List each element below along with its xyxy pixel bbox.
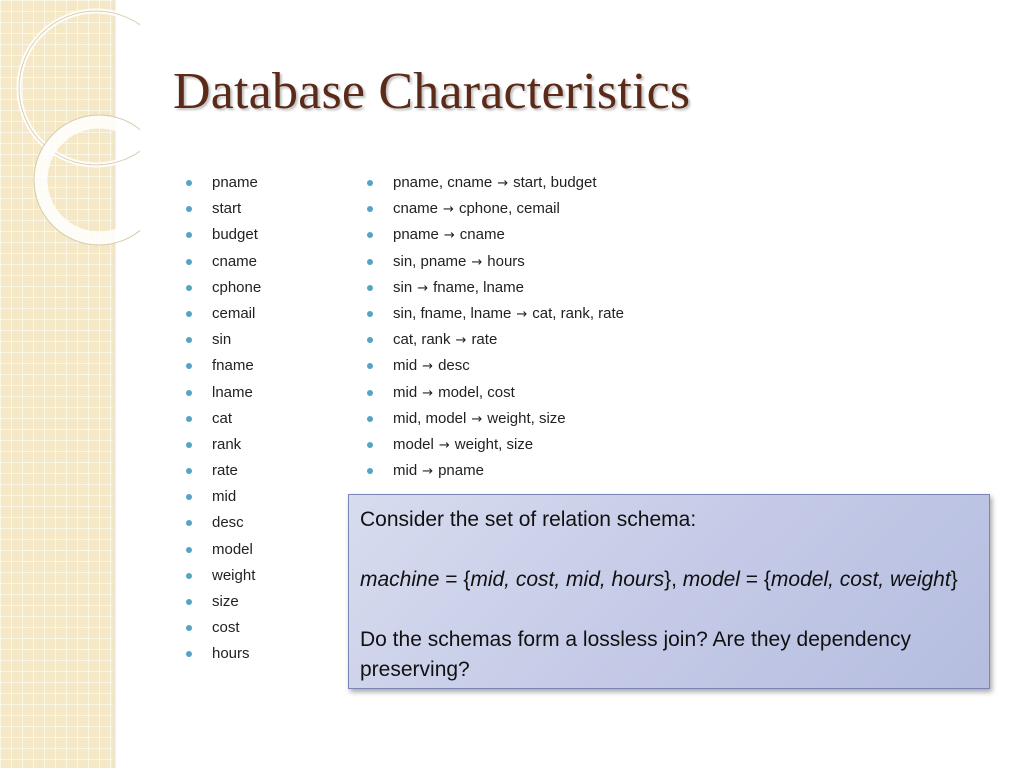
attribute-label: weight xyxy=(212,566,256,584)
right-arrow-icon: → xyxy=(422,464,434,480)
dependency-item xyxy=(365,301,624,327)
attribute-item xyxy=(184,249,261,275)
attribute-label: start xyxy=(212,200,242,218)
attribute-label: cname xyxy=(212,252,258,270)
dependency-item xyxy=(365,222,624,248)
attribute-item xyxy=(184,353,261,379)
bullet-icon xyxy=(367,468,373,474)
attribute-label: lname xyxy=(212,383,253,401)
bullet-icon xyxy=(186,416,192,422)
dependency-lhs: sin xyxy=(393,278,413,296)
attribute-item xyxy=(184,510,261,536)
dependency-lhs: sin, pname xyxy=(393,252,467,270)
dependency-item xyxy=(365,432,624,458)
dependency-rhs: hours xyxy=(487,252,525,270)
bullet-icon xyxy=(186,311,192,317)
schema-model-name: model xyxy=(682,568,740,591)
dependency-rhs: rate xyxy=(471,331,498,349)
dependency-lhs: cat, rank xyxy=(393,331,451,349)
attribute-item xyxy=(184,537,261,563)
dependency-item xyxy=(365,353,624,379)
attribute-label: sin xyxy=(212,331,232,349)
attribute-label: pname xyxy=(212,174,258,191)
attribute-label: rate xyxy=(212,462,238,480)
bullet-icon xyxy=(186,573,192,579)
bullet-icon xyxy=(367,232,373,238)
dependency-item xyxy=(365,249,624,275)
callout-question: Do the schemas form a lossless join? Are they dependency preserving? xyxy=(360,628,911,681)
schema-machine-attrs: mid, cost, mid, hours xyxy=(470,568,665,591)
attribute-item xyxy=(184,380,261,406)
bullet-icon xyxy=(186,520,192,526)
bullet-icon xyxy=(186,599,192,605)
dependency-rhs: weight, size xyxy=(487,409,566,427)
dependency-item xyxy=(365,380,624,406)
dependency-item xyxy=(365,196,624,222)
attribute-label: desc xyxy=(212,514,244,532)
attribute-label: mid xyxy=(212,488,237,506)
bullet-icon xyxy=(186,547,192,553)
dependency-lhs: pname xyxy=(393,226,439,244)
dependency-rhs: cname xyxy=(459,226,505,244)
bullet-icon xyxy=(367,416,373,422)
attribute-item xyxy=(184,301,261,327)
attribute-label: cat xyxy=(212,409,233,427)
attribute-label: fname xyxy=(212,357,254,375)
bullet-icon xyxy=(367,206,373,212)
dependency-item xyxy=(365,327,624,353)
bullet-icon xyxy=(186,337,192,343)
dependency-lhs: mid xyxy=(393,357,418,375)
dependency-lhs: pname, cname xyxy=(393,174,493,191)
dependency-rhs: model, cost xyxy=(438,383,515,401)
bullet-icon xyxy=(186,651,192,657)
dependency-list xyxy=(365,170,624,484)
bullet-icon xyxy=(186,259,192,265)
right-arrow-icon: → xyxy=(417,280,429,296)
attribute-item xyxy=(184,589,261,615)
dependency-rhs: desc xyxy=(438,357,470,375)
attribute-item xyxy=(184,563,261,589)
bullet-icon xyxy=(186,442,192,448)
bullet-icon xyxy=(367,442,373,448)
bullet-icon xyxy=(186,363,192,369)
dependency-item xyxy=(365,170,624,196)
attribute-label: cemail xyxy=(212,304,256,322)
dependency-lhs: mid xyxy=(393,383,418,401)
schema-line: machine = {mid, cost, mid, hours}, model = {model, cost, weight} xyxy=(360,568,958,591)
attribute-item xyxy=(184,432,261,458)
dependency-lhs: mid xyxy=(393,462,418,480)
dependency-item xyxy=(365,458,624,484)
attribute-label: rank xyxy=(212,435,242,453)
bullet-icon xyxy=(367,337,373,343)
dependency-rhs: cat, rank, rate xyxy=(532,304,625,322)
right-arrow-icon: → xyxy=(443,228,455,244)
decorative-rings xyxy=(0,0,140,260)
dependency-lhs: model xyxy=(393,435,434,453)
bullet-icon xyxy=(186,206,192,212)
right-arrow-icon: → xyxy=(455,333,467,349)
dependency-lhs: mid, model xyxy=(393,409,467,427)
bullet-icon xyxy=(186,625,192,631)
slide-title: Database Characteristics xyxy=(173,63,691,120)
attribute-list xyxy=(184,170,261,668)
attribute-label: budget xyxy=(212,226,258,244)
bullet-icon xyxy=(367,285,373,291)
dependency-item xyxy=(365,275,624,301)
attribute-item xyxy=(184,615,261,641)
schema-model-attrs: model, cost, weight xyxy=(770,568,951,591)
right-arrow-icon: → xyxy=(438,437,450,453)
attribute-label: hours xyxy=(212,645,250,663)
right-arrow-icon: → xyxy=(471,411,483,427)
bullet-icon xyxy=(367,259,373,265)
dependency-item xyxy=(365,406,624,432)
right-arrow-icon: → xyxy=(422,385,434,401)
bullet-icon xyxy=(367,180,373,186)
attribute-item xyxy=(184,327,261,353)
dependency-rhs: fname, lname xyxy=(433,278,524,296)
right-arrow-icon: → xyxy=(443,202,454,218)
callout-intro: Consider the set of relation schema: xyxy=(360,508,697,531)
bullet-icon xyxy=(186,494,192,500)
bullet-icon xyxy=(367,390,373,396)
attribute-label: cost xyxy=(212,619,240,637)
bullet-icon xyxy=(186,390,192,396)
bullet-icon xyxy=(186,180,192,186)
dependency-rhs: weight, size xyxy=(454,435,534,453)
attribute-item xyxy=(184,484,261,510)
attribute-item xyxy=(184,222,261,248)
right-arrow-icon: → xyxy=(471,254,483,270)
attribute-item xyxy=(184,458,261,484)
dependency-rhs: pname xyxy=(438,462,484,480)
right-arrow-icon: → xyxy=(516,306,528,322)
dependency-lhs: cname xyxy=(393,200,439,218)
attribute-item xyxy=(184,170,261,196)
right-arrow-icon: → xyxy=(497,176,509,191)
attribute-item xyxy=(184,196,261,222)
bullet-icon xyxy=(186,468,192,474)
bullet-icon xyxy=(367,311,373,317)
attribute-item xyxy=(184,406,261,432)
bullet-icon xyxy=(186,232,192,238)
schema-machine-name: machine xyxy=(360,568,440,591)
attribute-label: model xyxy=(212,540,253,558)
dependency-rhs: cphone, cemail xyxy=(458,200,560,218)
attribute-item xyxy=(184,641,261,667)
attribute-item xyxy=(184,275,261,301)
right-arrow-icon: → xyxy=(422,359,434,375)
bullet-icon xyxy=(186,285,192,291)
bullet-icon xyxy=(367,363,373,369)
question-callout xyxy=(348,494,990,689)
attribute-label: size xyxy=(212,593,239,610)
attribute-label: cphone xyxy=(212,278,262,296)
dependency-lhs: sin, fname, lname xyxy=(393,304,512,322)
dependency-rhs: start, budget xyxy=(513,174,597,191)
